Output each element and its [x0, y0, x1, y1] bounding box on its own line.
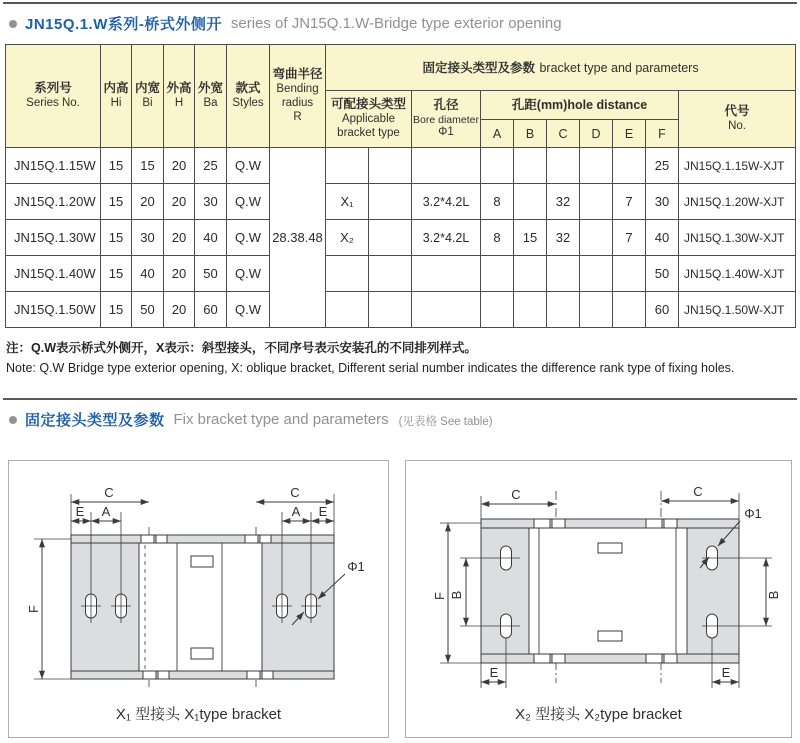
cell-b	[514, 292, 547, 328]
cell-d	[580, 292, 613, 328]
col-header-bracket-group: 固定接头类型及参数 bracket type and parameters	[326, 45, 796, 91]
cell-bi: 15	[132, 148, 164, 184]
cell-bracket-aux	[369, 148, 412, 184]
col-header-hole-distance: 孔距(mm)hole distance	[481, 91, 679, 120]
col-header-bi: 内宽 Bi	[132, 45, 164, 148]
cell-e: 7	[613, 184, 646, 220]
cell-a	[481, 256, 514, 292]
section-title-hint: (见表格 See table)	[398, 415, 493, 428]
table-row	[6, 184, 796, 220]
note-zh: 注：Q.W表示桥式外侧开，X表示：斜型接头，不同序号表示安装孔的不同排列样式。	[6, 341, 477, 355]
dim-label-f: F	[26, 605, 41, 613]
cell-styles: Q.W	[227, 184, 270, 220]
cell-bracket	[326, 148, 369, 184]
col-header-styles: 款式 Styles	[227, 45, 270, 148]
cell-b	[514, 148, 547, 184]
cell-f: 50	[646, 256, 679, 292]
cell-d	[580, 184, 613, 220]
dim-label-c: C	[104, 485, 114, 500]
page-title-zh: JN15Q.1.W系列-桥式外侧开	[25, 16, 222, 33]
cell-bi: 20	[132, 184, 164, 220]
dim-label-phi1: Φ1	[347, 559, 365, 574]
x1-bracket-drawing	[9, 461, 388, 701]
cell-series: JN15Q.1.30W	[6, 220, 101, 256]
col-header-series: 系列号 Series No.	[6, 45, 101, 148]
table-row	[6, 220, 796, 256]
dim-label-e: E	[318, 504, 328, 519]
drawing-box-x1	[8, 460, 389, 738]
cell-c: 32	[547, 220, 580, 256]
cell-bracket-aux	[369, 220, 412, 256]
cell-h: 20	[164, 292, 195, 328]
cell-styles: Q.W	[227, 148, 270, 184]
cell-bracket-aux	[369, 292, 412, 328]
dim-label-a: A	[291, 504, 301, 519]
cell-series: JN15Q.1.40W	[6, 256, 101, 292]
cell-hi: 15	[101, 220, 132, 256]
cell-c	[547, 256, 580, 292]
cell-e	[613, 292, 646, 328]
col-header-d: D	[580, 120, 613, 148]
cell-series: JN15Q.1.20W	[6, 184, 101, 220]
table-row	[6, 256, 796, 292]
dim-label-c: C	[693, 484, 703, 499]
cell-bracket	[326, 256, 369, 292]
cell-d	[580, 220, 613, 256]
cell-bracket-aux	[369, 256, 412, 292]
drawing-box-x2	[405, 460, 792, 738]
cell-f: 60	[646, 292, 679, 328]
cell-no: JN15Q.1.50W-XJT	[679, 292, 796, 328]
cell-a	[481, 292, 514, 328]
cell-e	[613, 148, 646, 184]
section-title-en: Fix bracket type and parameters	[173, 411, 389, 428]
cell-bore	[412, 256, 481, 292]
col-header-ba: 外宽 Ba	[195, 45, 227, 148]
spec-table	[5, 44, 796, 328]
cell-bracket: X₁	[326, 184, 369, 220]
cell-bore: 3.2*4.2L	[412, 184, 481, 220]
cell-series: JN15Q.1.50W	[6, 292, 101, 328]
cell-h: 20	[164, 220, 195, 256]
table-row	[6, 148, 796, 184]
cell-bracket: X₂	[326, 220, 369, 256]
cell-hi: 15	[101, 256, 132, 292]
cell-a: 8	[481, 220, 514, 256]
cell-c	[547, 148, 580, 184]
cell-d	[580, 256, 613, 292]
dim-label-b: B	[766, 590, 781, 600]
cell-bi: 40	[132, 256, 164, 292]
cell-no: JN15Q.1.30W-XJT	[679, 220, 796, 256]
cell-h: 20	[164, 148, 195, 184]
col-header-applicable: 可配接头类型 Applicable bracket type	[326, 91, 412, 148]
dim-label-a: A	[101, 504, 111, 519]
dim-label-b: B	[449, 590, 464, 600]
col-header-f: F	[646, 120, 679, 148]
cell-bracket-aux	[369, 184, 412, 220]
col-header-hi: 内高 Hi	[101, 45, 132, 148]
cell-ba: 40	[195, 220, 227, 256]
cell-b: 15	[514, 220, 547, 256]
cell-bore	[412, 292, 481, 328]
page-title-en: series of JN15Q.1.W-Bridge type exterior opening	[230, 15, 562, 32]
cell-a	[481, 148, 514, 184]
x1-caption: X₁ 型接头 X₁type bracket	[115, 706, 282, 723]
col-header-c: C	[547, 120, 580, 148]
cell-styles: Q.W	[227, 256, 270, 292]
cell-f: 30	[646, 184, 679, 220]
cell-b	[514, 184, 547, 220]
dim-label-f: F	[432, 592, 447, 600]
cell-no: JN15Q.1.15W-XJT	[679, 148, 796, 184]
cell-e: 7	[613, 220, 646, 256]
cell-bore: 3.2*4.2L	[412, 220, 481, 256]
bullet-icon	[9, 416, 17, 424]
cell-styles: Q.W	[227, 220, 270, 256]
drawing-boxes	[8, 460, 792, 738]
cell-a: 8	[481, 184, 514, 220]
cell-ba: 60	[195, 292, 227, 328]
cell-series: JN15Q.1.15W	[6, 148, 101, 184]
cell-ba: 30	[195, 184, 227, 220]
section-title-zh: 固定接头类型及参数	[25, 412, 165, 429]
cell-bending-radius: 28.38.48	[270, 148, 326, 328]
notes	[6, 338, 800, 375]
x2-caption: X₂ 型接头 X₂type bracket	[515, 706, 682, 723]
cell-ba: 25	[195, 148, 227, 184]
dim-label-c: C	[290, 485, 300, 500]
cell-f: 25	[646, 148, 679, 184]
table-row	[6, 292, 796, 328]
col-header-bore: 孔径 Bore diameter Φ1	[412, 91, 481, 148]
cell-h: 20	[164, 256, 195, 292]
cell-h: 20	[164, 184, 195, 220]
section-title	[0, 400, 800, 438]
note-en: Note: Q.W Bridge type exterior opening, X: oblique bracket, Different serial number indicates the difference rank type of fixing holes.	[6, 361, 735, 375]
x2-bracket-drawing	[406, 461, 791, 701]
cell-styles: Q.W	[227, 292, 270, 328]
cell-c: 32	[547, 184, 580, 220]
dim-label-c: C	[511, 487, 521, 502]
page-title	[0, 4, 800, 42]
cell-bi: 30	[132, 220, 164, 256]
cell-hi: 15	[101, 148, 132, 184]
col-header-b: B	[514, 120, 547, 148]
cell-e	[613, 256, 646, 292]
dim-label-e: E	[489, 665, 499, 680]
x2-bracket-outline	[481, 519, 739, 663]
col-header-radius: 弯曲半径 Bending radius R	[270, 45, 326, 148]
cell-bi: 50	[132, 292, 164, 328]
cell-no: JN15Q.1.40W-XJT	[679, 256, 796, 292]
bullet-icon	[9, 20, 17, 28]
cell-b	[514, 256, 547, 292]
cell-bracket	[326, 292, 369, 328]
cell-hi: 15	[101, 184, 132, 220]
cell-no: JN15Q.1.20W-XJT	[679, 184, 796, 220]
x1-bracket-outline	[71, 535, 334, 679]
cell-c	[547, 292, 580, 328]
col-header-e: E	[613, 120, 646, 148]
dim-label-e: E	[75, 504, 85, 519]
cell-d	[580, 148, 613, 184]
col-header-no: 代号 No.	[679, 91, 796, 148]
cell-hi: 15	[101, 292, 132, 328]
col-header-h: 外高 H	[164, 45, 195, 148]
cell-ba: 50	[195, 256, 227, 292]
col-header-a: A	[481, 120, 514, 148]
dim-label-e: E	[721, 665, 731, 680]
dim-label-phi1: Φ1	[744, 506, 762, 521]
cell-f: 40	[646, 220, 679, 256]
cell-bore	[412, 148, 481, 184]
